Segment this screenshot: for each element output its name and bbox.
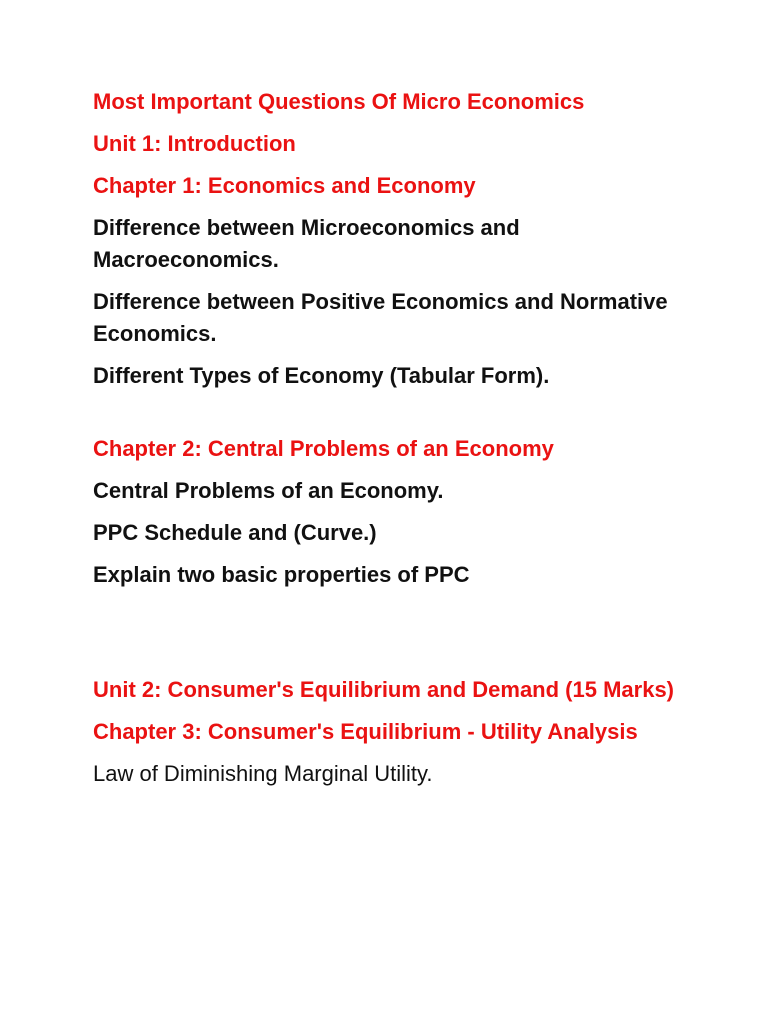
chapter-1-item: Difference between Microeconomics and Macroeconomics.: [93, 215, 520, 272]
chapter-1-item: Different Types of Economy (Tabular Form).: [93, 363, 550, 388]
unit-2-heading: Unit 2: Consumer's Equilibrium and Demand (15 Marks): [93, 677, 675, 702]
chapter-3-heading: Chapter 3: Consumer's Equilibrium - Utility Analysis: [93, 719, 638, 744]
chapter-2-item: PPC Schedule and (Curve.): [93, 520, 377, 545]
chapter-2-heading: Chapter 2: Central Problems of an Economy: [93, 436, 554, 461]
document-page: [93, 86, 693, 800]
chapter-3-item: Law of Diminishing Marginal Utility.: [93, 761, 433, 786]
unit-1-heading: Unit 1: Introduction: [93, 131, 296, 156]
chapter-1-item: Difference between Positive Economics and Normative Economics.: [93, 289, 668, 346]
chapter-2-item: Explain two basic properties of PPC: [93, 562, 470, 587]
chapter-2-item: Central Problems of an Economy.: [93, 478, 444, 503]
document-title: Most Important Questions Of Micro Economics: [93, 89, 585, 114]
chapter-1-heading: Chapter 1: Economics and Economy: [93, 173, 476, 198]
